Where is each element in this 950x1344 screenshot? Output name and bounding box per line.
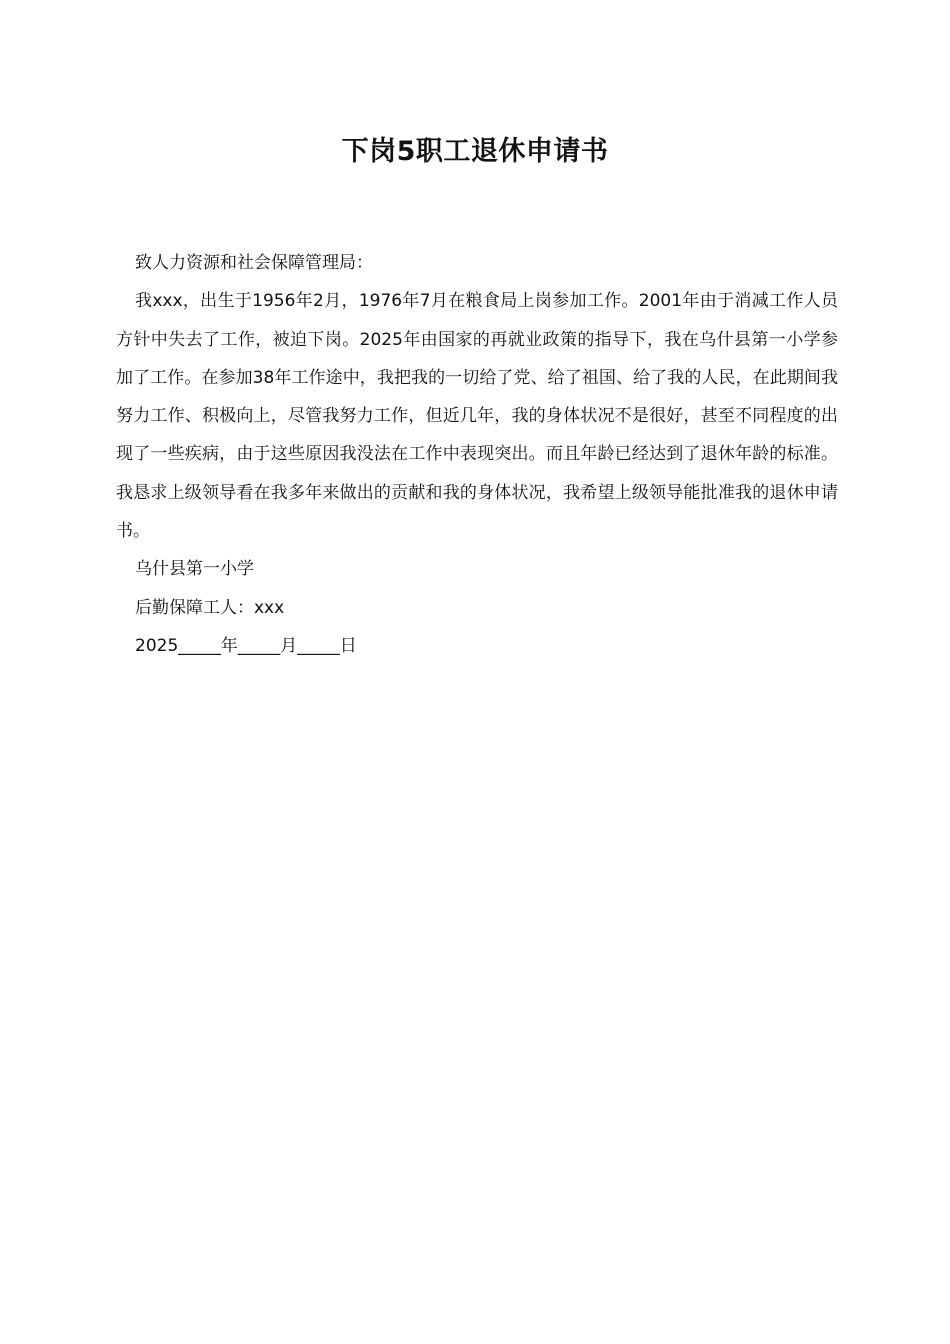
date-line: 2025_____年_____月_____日 <box>135 635 357 656</box>
signature-line: 后勤保障工人：xxx <box>135 597 285 618</box>
document-title: 下岗5职工退休申请书 <box>341 136 609 167</box>
body-paragraph: 我xxx，出生于1956年2月，1976年7月在粮食局上岗参加工作。2001年由于消减工作人员方针中失去了工作，被迫下岗。2025年由国家的再就业政策的指导下，我在乌什县第一小学参加了工作。在参加38年工作途中，我把我的一切给了党、给了祖国、给了我的人民，在此期间我努力工作、积极向上，尽管我努力工作，但近几年，我的身体状况不是很好，甚至不同程度的出现了一些疾病，由于这些原因我没法在工作中表现突出。而且年龄已经达到了退休年龄的标准。我恳求上级领导看在我多年来做出的贡献和我的身体状况，我希望上级领导能批准我的退休申请书。 <box>116 291 838 542</box>
salutation: 致人力资源和社会保障管理局： <box>135 253 373 273</box>
organization-name: 乌什县第一小学 <box>135 559 254 580</box>
document-body <box>116 244 838 665</box>
